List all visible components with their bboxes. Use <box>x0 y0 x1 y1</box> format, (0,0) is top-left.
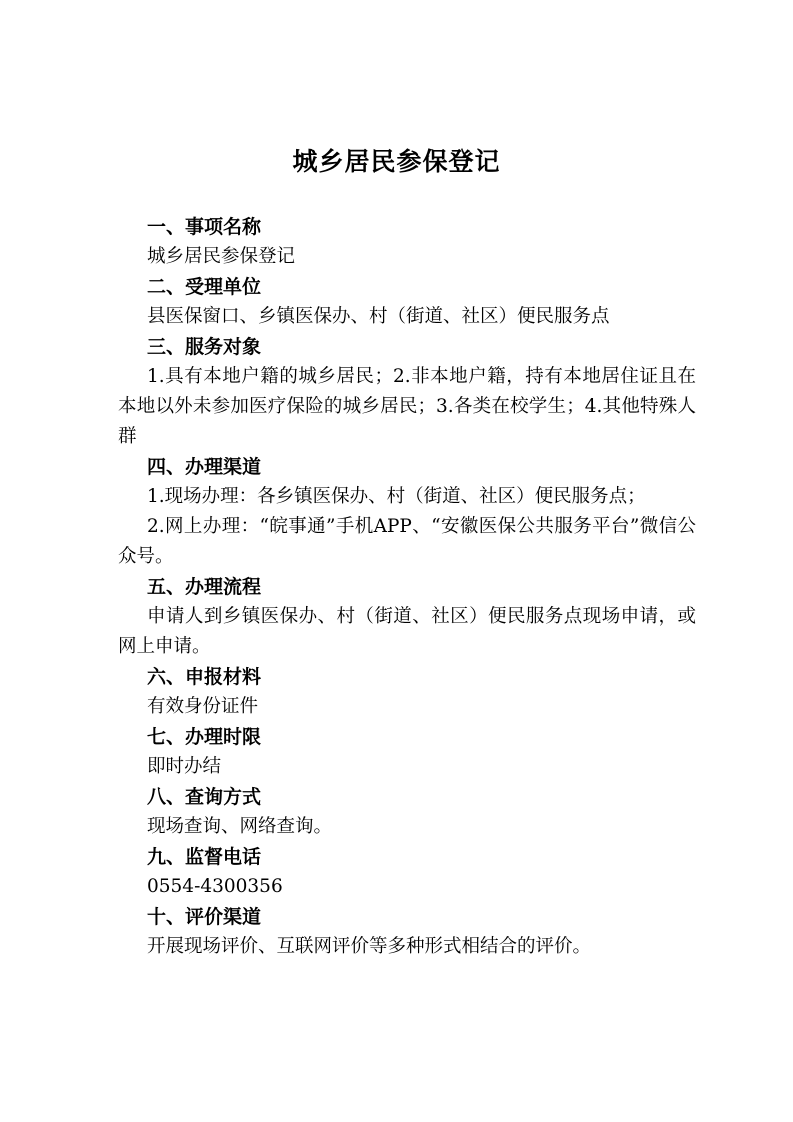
section-heading: 六、申报材料 <box>147 666 262 688</box>
supervision-phone-number: 0554-4300356 <box>147 876 283 897</box>
section-heading: 三、服务对象 <box>147 336 262 358</box>
section-service-target <box>118 332 696 452</box>
section-paragraph: 城乡居民参保登记 <box>147 246 296 267</box>
section-accepting-unit <box>118 272 696 332</box>
section-item-name <box>118 212 696 272</box>
section-heading: 十、评价渠道 <box>147 906 262 928</box>
section-heading: 五、办理流程 <box>147 576 262 598</box>
section-paragraph: 即时办结 <box>147 756 222 777</box>
section-paragraph: 1.现场办理：各乡镇医保办、村（街道、社区）便民服务点； <box>147 486 646 507</box>
section-heading: 一、事项名称 <box>147 216 262 238</box>
section-channels <box>118 452 696 572</box>
section-paragraph: 申请人到乡镇医保办、村（街道、社区）便民服务点现场申请，或网上申请。 <box>118 606 696 657</box>
section-heading: 七、办理时限 <box>147 726 262 748</box>
section-process <box>118 572 696 662</box>
section-heading: 二、受理单位 <box>147 276 262 298</box>
section-paragraph: 现场查询、网络查询。 <box>147 816 333 837</box>
section-time-limit <box>118 722 696 782</box>
section-evaluation <box>118 902 696 962</box>
section-heading: 九、监督电话 <box>147 846 262 868</box>
section-heading: 四、办理渠道 <box>147 456 262 478</box>
document-title: 城乡居民参保登记 <box>292 147 501 176</box>
document-body <box>118 212 696 962</box>
section-heading: 八、查询方式 <box>147 786 262 808</box>
section-query-method <box>118 782 696 842</box>
section-paragraph: 县医保窗口、乡镇医保办、村（街道、社区）便民服务点 <box>147 306 610 327</box>
section-paragraph: 1.具有本地户籍的城乡居民；2.非本地户籍，持有本地居住证且在本地以外未参加医疗保险的城乡居民；3.各类在校学生；4.其他特殊人群 <box>118 366 696 447</box>
section-supervision-phone <box>118 842 696 902</box>
section-paragraph: 开展现场评价、互联网评价等多种形式相结合的评价。 <box>147 936 592 957</box>
section-materials <box>118 662 696 722</box>
section-paragraph: 有效身份证件 <box>147 696 259 717</box>
section-paragraph: 2.网上办理：“皖事通”手机APP、“安徽医保公共服务平台”微信公众号。 <box>118 516 696 567</box>
